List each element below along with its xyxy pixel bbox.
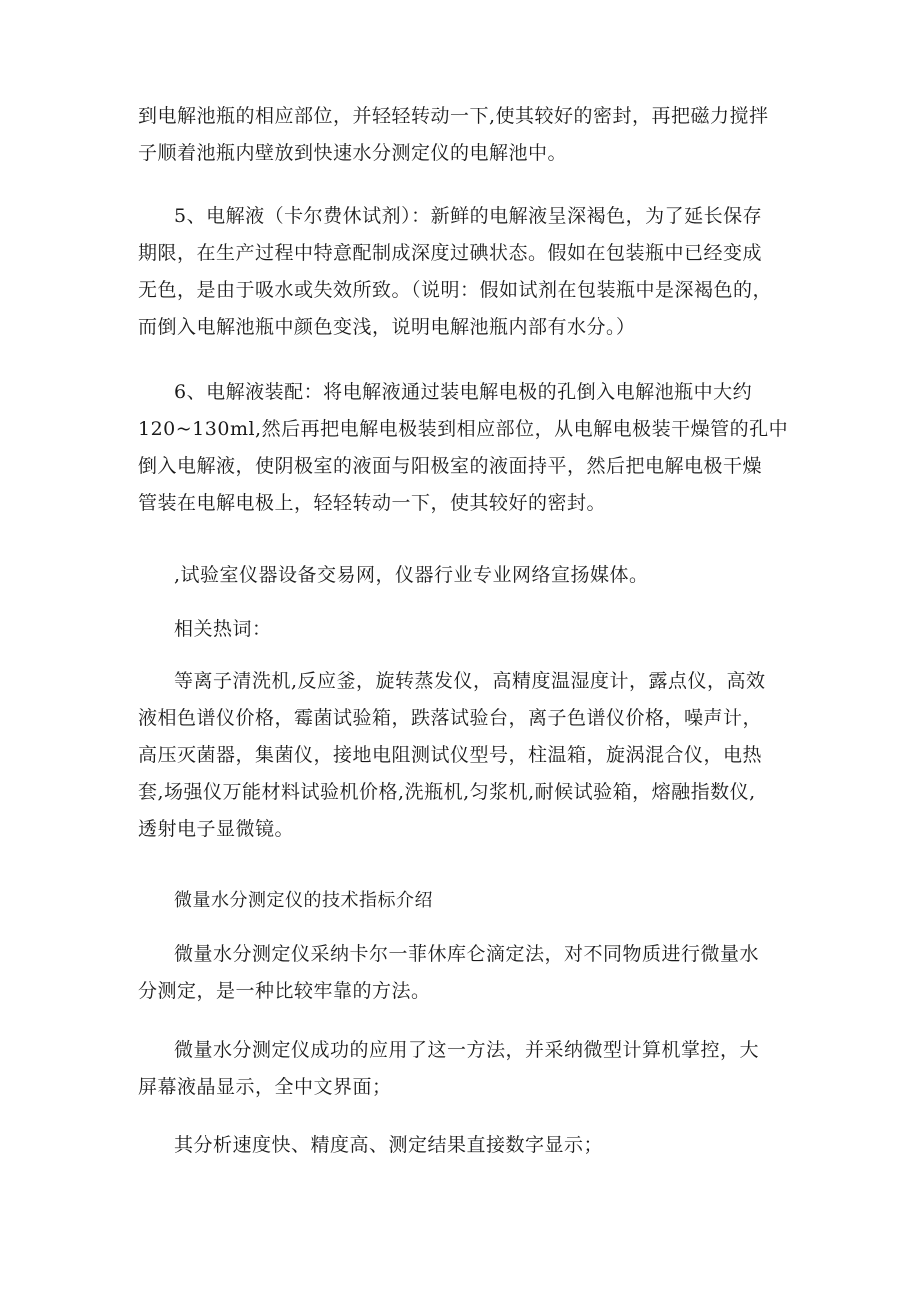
text-line: 无色，是由于吸水或失效所致。（说明：假如试剂在包装瓶中是深褐色的， <box>138 279 773 301</box>
text-line: 子顺着池瓶内壁放到快速水分测定仪的电解池中。 <box>138 142 568 164</box>
paragraph-related-keywords-title <box>138 611 788 648</box>
text-line: 6、电解液装配：将电解液通过装电解电极的孔倒入电解池瓶中大约 <box>174 381 753 403</box>
text-line: 倒入电解液，使阴极室的液面与阳极室的液面持平，然后把电解电极干燥 <box>138 455 763 477</box>
paragraph-analysis-speed <box>138 1127 788 1164</box>
paragraph-application <box>138 1032 788 1106</box>
text-line: 而倒入电解池瓶中颜色变浅，说明电解池瓶内部有水分。） <box>138 316 636 338</box>
text-line: ,试验室仪器设备交易网，仪器行业专业网络宣扬媒体。 <box>174 564 649 586</box>
text-line: 透射电子显微镜。 <box>138 818 295 840</box>
text-line: 其分析速度快、精度高、测定结果直接数字显示； <box>174 1134 604 1156</box>
paragraph-electrolyte <box>138 198 788 346</box>
text-line: 微量水分测定仪采纳卡尔一菲休库仑滴定法，对不同物质进行微量水 <box>174 943 760 965</box>
paragraph-related-keywords <box>138 663 788 848</box>
text-line: 期限，在生产过程中特意配制成深度过碘状态。假如在包装瓶中已经变成 <box>138 242 763 264</box>
text-line: 管装在电解电极上，轻轻转动一下，使其较好的密封。 <box>138 492 607 514</box>
paragraph-electrolysis-cell-assembly <box>138 98 788 172</box>
text-line: 屏幕液晶显示，全中文界面； <box>138 1076 392 1098</box>
text-line: 液相色谱仪价格，霉菌试验箱，跌落试验台，离子色谱仪价格，噪声计， <box>138 707 763 729</box>
section-heading <box>138 882 788 919</box>
text-line: 微量水分测定仪成功的应用了这一方法，并采纳微型计算机掌控，大 <box>174 1039 760 1061</box>
text-line: 分测定，是一种比较牢靠的方法。 <box>138 980 431 1002</box>
text-line: 等离子清洗机,反应釜，旋转蒸发仪，高精度温湿度计，露点仪，高效 <box>174 670 766 692</box>
text-line: 高压灭菌器，集菌仪，接地电阻测试仪型号，柱温箱，旋涡混合仪，电热 <box>138 744 763 766</box>
paragraph-electrolyte-assembly <box>138 374 788 522</box>
text-line: 到电解池瓶的相应部位，并轻轻转动一下,使其较好的密封，再把磁力搅拌 <box>138 105 769 127</box>
paragraph-site-note <box>138 557 788 594</box>
text-line: 微量水分测定仪的技术指标介绍 <box>174 890 433 911</box>
paragraph-method <box>138 936 788 1010</box>
text-line: 套,场强仪万能材料试验机价格,洗瓶机,匀浆机,耐候试验箱，熔融指数仪, <box>138 781 756 803</box>
text-line: 相关热词： <box>174 618 272 640</box>
text-line: 5、电解液（卡尔费休试剂）：新鲜的电解液呈深褐色，为了延长保存 <box>174 205 763 227</box>
text-line: 120~130ml,然后再把电解电极装到相应部位，从电解电极装干燥管的孔中 <box>138 418 788 440</box>
